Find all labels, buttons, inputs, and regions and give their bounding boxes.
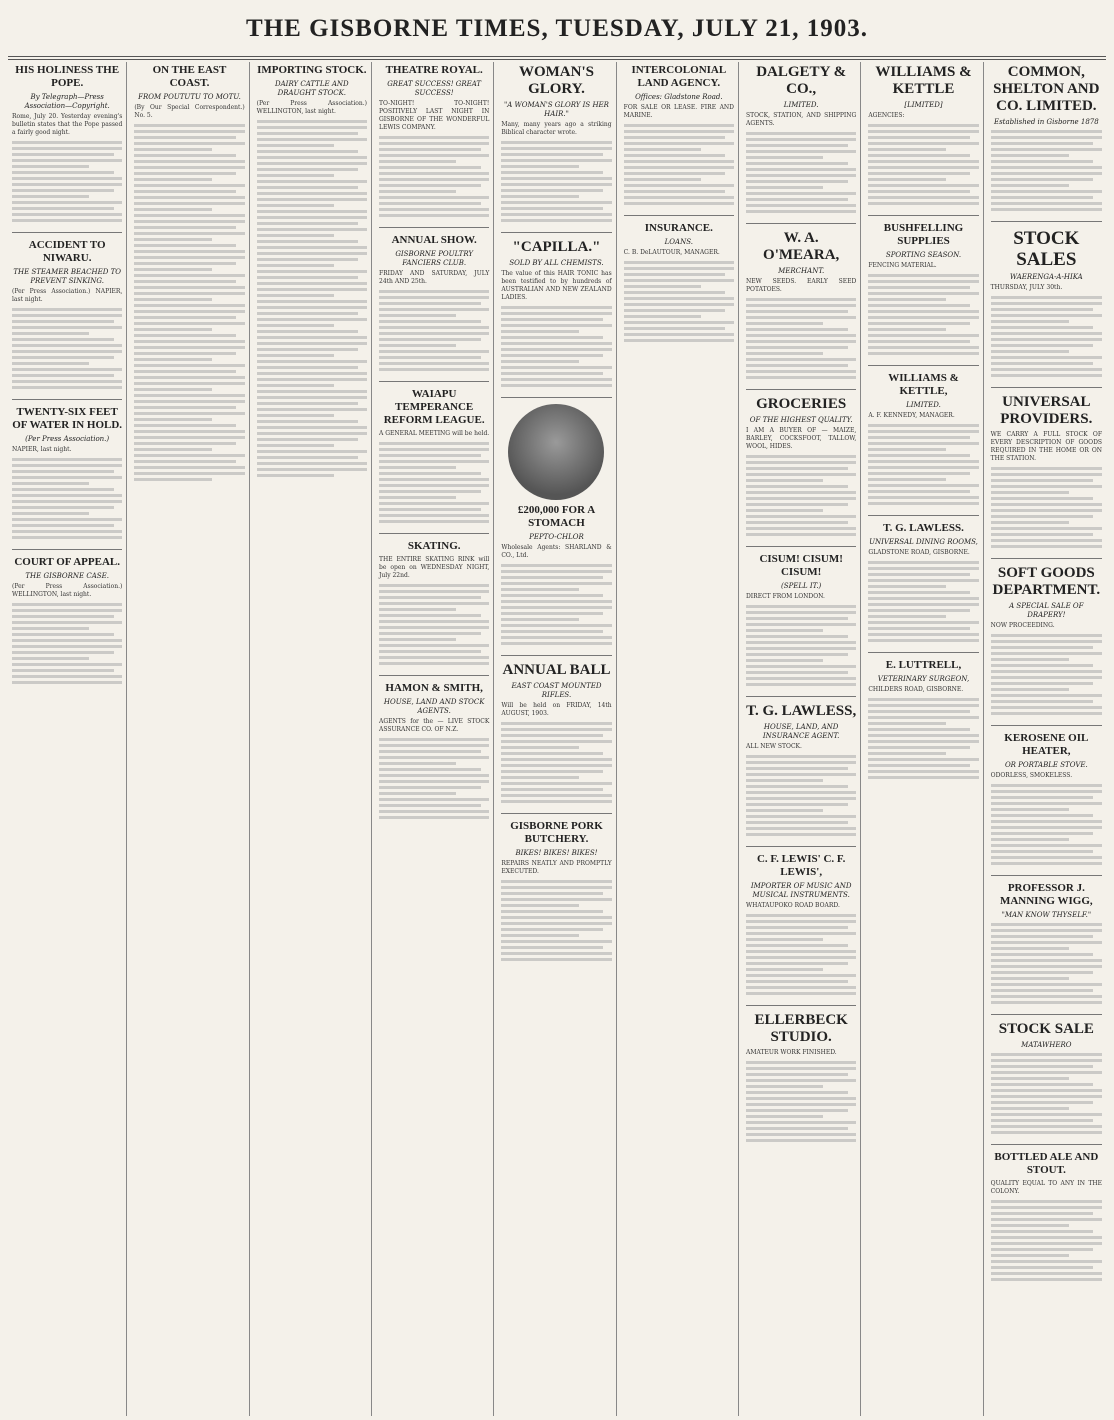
body-text-lines [746,755,856,836]
column-6 [620,62,739,1416]
section-divider [746,223,856,224]
article-subhead: OR PORTABLE STOVE. [1004,761,1088,769]
article-headline: COURT OF APPEAL. [14,556,120,568]
article [12,556,122,684]
article-headline: INTERCOLONIAL LAND AGENCY. [631,64,727,89]
article [991,1151,1102,1281]
article-headline: STOCK SALE [998,1021,1094,1037]
article-subhead: "A WOMAN'S GLORY IS HER HAIR." [504,101,609,118]
section-divider [991,1014,1102,1015]
article-body: TO-NIGHT! TO-NIGHT! POSITIVELY LAST NIGHT IN GISBORNE OF THE WONDERFUL LEWIS COMPANY. [379,100,490,131]
article [991,394,1102,548]
article [868,372,978,505]
body-text-lines [746,1061,856,1142]
body-text-lines [991,923,1102,1004]
article-body: FOR SALE OR LEASE. FIRE AND MARINE. [623,104,734,119]
article-headline: ELLERBECK STUDIO. [754,1012,848,1045]
section-divider [868,215,978,216]
body-text-lines [12,458,122,539]
article-headline: £200,000 FOR A STOMACH [517,504,596,529]
article-headline: INSURANCE. [644,222,713,234]
article-headline: SKATING. [407,540,461,552]
article-headline: "CAPILLA." [512,239,601,255]
body-text-lines [746,132,856,213]
body-text-lines [991,634,1102,715]
article-body: AGENTS for the — LIVE STOCK ASSURANCE CO. OF N.Z. [379,718,490,733]
article [746,64,856,213]
article-headline: GROCERIES [756,396,847,412]
article-body: WE CARRY A FULL STOCK OF EVERY DESCRIPTION OF GOODS REQUIRED IN THE HOME OR ON THE STATION. [990,431,1102,462]
article-headline: T. G. LAWLESS. [883,522,964,534]
article [746,230,856,379]
article-body: AMATEUR WORK FINISHED. [746,1049,837,1056]
article [134,64,244,481]
column-5 [497,62,616,1416]
body-text-lines [746,455,856,536]
article [379,540,489,665]
article-subhead: LIMITED. [783,101,819,109]
article-subhead: GREAT SUCCESS! GREAT SUCCESS! [387,80,482,97]
article-subhead: THE GISBORNE CASE. [25,572,109,580]
article-headline: HIS HOLINESS THE POPE. [15,64,120,89]
article-body: THURSDAY, JULY 30th. [990,284,1063,291]
body-text-lines [746,914,856,995]
article-headline: WILLIAMS & KETTLE [875,64,972,97]
article-subhead: THE STEAMER BEACHED TO PREVENT SINKING. [13,268,121,285]
body-text-lines [868,124,978,205]
body-text-lines [991,1053,1102,1134]
body-text-lines [868,698,978,779]
article-subhead: UNIVERSAL DINING ROOMS, [869,538,978,546]
section-divider [501,397,611,398]
article [868,64,978,205]
section-divider [991,221,1102,222]
article-subhead: FROM POUTUTU TO MOTU. [138,93,241,101]
article-subhead: IMPORTER OF MUSIC AND MUSICAL INSTRUMENTS. [750,882,852,899]
article-body: FENCING MATERIAL. [868,262,937,269]
article-body: The value of this HAIR TONIC has been testified to by hundreds of AUSTRALIAN AND NEW ZEALAND LADIES. [501,270,612,301]
section-divider [868,652,978,653]
article [991,565,1102,715]
portrait-illustration [508,404,604,500]
body-text-lines [379,290,489,371]
article-headline: ANNUAL BALL [502,662,611,678]
article-headline: WOMAN'S GLORY. [518,64,594,97]
section-divider [12,549,122,550]
body-text-lines [12,603,122,684]
body-text-lines [379,738,489,819]
section-divider [991,558,1102,559]
article-subhead: EAST COAST MOUNTED RIFLES. [511,682,602,699]
section-divider [12,232,122,233]
article-body: CHILDERS ROAD, GISBORNE. [868,686,964,693]
section-divider [746,696,856,697]
article [624,222,734,342]
body-text-lines [12,141,122,222]
article-headline: BUSHFELLING SUPPLIES [883,222,964,247]
article-body: Rome, July 20. Yesterday evening's bulletin states that the Pope passed a fairly good night. [12,113,123,136]
article [379,234,489,371]
body-text-lines [379,442,489,523]
masthead-rule-lower [8,59,1106,60]
body-text-lines [746,298,856,379]
body-text-lines [991,467,1102,548]
article [746,1012,856,1142]
article-headline: WAIAPU TEMPERANCE REFORM LEAGUE. [383,388,485,426]
article-body: Many, many years ago a striking Biblical character wrote. [501,121,612,136]
body-text-lines [501,564,611,645]
masthead [0,0,1114,58]
body-text-lines [379,136,489,217]
article-headline: THEATRE ROYAL. [385,64,483,76]
article [991,882,1102,1004]
article [501,64,611,222]
column-9 [987,62,1106,1416]
article-body: REPAIRS NEATLY AND PROMPTLY EXECUTED. [501,860,612,875]
section-divider [501,813,611,814]
article-headline: KEROSENE OIL HEATER, [1004,732,1089,757]
article-subhead: HOUSE, LAND AND STOCK AGENTS. [383,698,485,715]
article-body: AGENCIES: [868,112,905,119]
article-headline: BOTTLED ALE AND STOUT. [994,1151,1099,1176]
article [746,703,856,836]
section-divider [746,389,856,390]
article-headline: E. LUTTRELL, [885,659,962,671]
article-subhead: Established in Gisborne 1878 [993,118,1099,126]
section-divider [746,546,856,547]
article-headline: ON THE EAST COAST. [152,64,227,89]
article-subhead: DAIRY CATTLE AND DRAUGHT STOCK. [275,80,349,97]
article [12,239,122,389]
article-body: NOW PROCEEDING. [990,622,1055,629]
section-divider [624,215,734,216]
article-body: (Per Press Association.) WELLINGTON, last night. [256,100,367,115]
body-text-lines [868,424,978,505]
article-subhead: (SPELL IT.) [781,582,822,590]
article-subhead: PEPTO-CHLOR [529,533,584,541]
article-body: NEW SEEDS. EARLY SEED POTATOES. [746,278,857,293]
section-divider [12,399,122,400]
article-headline: UNIVERSAL PROVIDERS. [1000,394,1093,427]
article [991,64,1102,211]
article-headline: DALGETY & CO., [756,64,847,97]
masthead-title: THE GISBORNE TIMES, TUESDAY, JULY 21, 1903. [246,15,868,42]
article [379,64,489,217]
article [501,239,611,387]
article-subhead: SOLD BY ALL CHEMISTS. [509,259,604,267]
column-2 [130,62,249,1416]
article [746,396,856,536]
body-text-lines [624,261,734,342]
article-headline: GISBORNE PORK BUTCHERY. [510,820,603,845]
body-text-lines [134,124,244,481]
article-headline: TWENTY-SIX FEET OF WATER IN HOLD. [12,406,123,431]
body-text-lines [868,274,978,355]
article [12,64,122,222]
article [991,732,1102,865]
body-text-lines [501,722,611,803]
section-divider [379,675,489,676]
article-body: ALL NEW STOCK. [746,743,802,750]
article-subhead: OF THE HIGHEST QUALITY. [749,416,853,424]
article-headline: C. F. LEWIS' C. F. LEWIS', [756,853,846,878]
article [379,388,489,523]
article-subhead: Offices: Gladstone Road. [635,93,723,101]
column-7 [742,62,861,1416]
article-body: ODORLESS, SMOKELESS. [990,772,1073,779]
article-subhead: MERCHANT. [778,267,825,275]
article-body: DIRECT FROM LONDON. [746,593,825,600]
article [868,222,978,355]
article-subhead: SPORTING SEASON. [885,251,962,259]
article [991,228,1102,377]
article-headline: STOCK SALES [1013,228,1080,270]
article-subhead: BIKES! BIKES! BIKES! [515,849,598,857]
body-text-lines [501,880,611,961]
article-headline: PROFESSOR J. MANNING WIGG, [999,882,1093,907]
article-headline: WILLIAMS & KETTLE, [888,372,959,397]
article-body: STOCK, STATION, AND SHIPPING AGENTS. [746,112,857,127]
article-subhead: VETERINARY SURGEON, [877,675,970,683]
body-text-lines [379,584,489,665]
body-text-lines [624,124,734,205]
article-body: QUALITY EQUAL TO ANY IN THE COLONY. [990,1180,1102,1195]
article-body: THE ENTIRE SKATING RINK will be open on WEDNESDAY NIGHT, July 22nd. [379,556,490,579]
article-headline: ACCIDENT TO NIWARU. [28,239,106,264]
section-divider [501,232,611,233]
article-headline: ANNUAL SHOW. [391,234,477,246]
section-divider [379,227,489,228]
section-divider [991,725,1102,726]
article-body: GLADSTONE ROAD, GISBORNE. [868,549,970,556]
body-text-lines [746,605,856,686]
column-4 [375,62,494,1416]
body-text-lines [501,141,611,222]
article-body: A. F. KENNEDY, MANAGER. [868,412,955,419]
article-body: A GENERAL MEETING will be held. [379,430,490,437]
article-body: (By Our Special Correspondent.) No. 5. [134,104,245,119]
section-divider [379,533,489,534]
article-headline: SOFT GOODS DEPARTMENT. [992,565,1101,598]
column-1 [8,62,127,1416]
column-3 [253,62,372,1416]
body-text-lines [257,120,367,477]
article-subhead: [LIMITED] [904,101,943,109]
article [501,820,611,961]
article [746,853,856,995]
section-divider [991,1144,1102,1145]
article-body: FRIDAY AND SATURDAY, JULY 24th AND 25th. [379,270,490,285]
article-subhead: HOUSE, LAND, AND INSURANCE AGENT. [762,723,840,740]
article-subhead: WAERENGA-A-HIKA [1009,273,1083,281]
section-divider [501,655,611,656]
article-headline: T. G. LAWLESS, [746,703,857,719]
article [868,522,978,642]
columns-container [8,62,1106,1416]
article [501,662,611,803]
article-body: C. B. DeLAUTOUR, MANAGER. [623,249,720,256]
body-text-lines [991,296,1102,377]
article-subhead: A SPECIAL SALE OF DRAPERY! [1009,602,1084,619]
body-text-lines [991,784,1102,865]
section-divider [868,515,978,516]
article-headline: W. A. O'MEARA, [763,230,840,263]
article [379,682,489,819]
article-subhead: (Per Press Association.) [25,435,110,443]
article-body: (Per Press Association.) WELLINGTON, last night. [12,583,123,598]
article-headline: IMPORTING STOCK. [257,64,367,76]
article-subhead: By Telegraph—Press Association—Copyright. [24,93,110,110]
section-divider [991,387,1102,388]
article [991,1021,1102,1134]
article-headline: CISUM! CISUM! CISUM! [759,553,843,578]
article [624,64,734,205]
article-body: NAPIER, last night. [12,446,72,453]
article-body: Will be held on FRIDAY, 14th AUGUST, 1903. [501,702,612,717]
section-divider [379,381,489,382]
article [868,659,978,779]
body-text-lines [868,561,978,642]
column-8 [864,62,983,1416]
article-subhead: LIMITED. [906,401,941,409]
section-divider [746,846,856,847]
article-body: I AM A BUYER OF — MAIZE, BARLEY, COCKSFOOT, TALLOW, WOOL, HIDES. [746,427,857,450]
article [746,553,856,686]
article-subhead: GISBORNE POULTRY FANCIERS CLUB. [395,250,473,267]
article-subhead: LOANS. [664,238,693,246]
body-text-lines [501,306,611,387]
article-subhead: MATAWHERO [1021,1041,1072,1049]
article [257,64,367,477]
article-subhead: "MAN KNOW THYSELF." [1001,911,1092,919]
body-text-lines [991,1200,1102,1281]
article-body: (Per Press Association.) NAPIER, last night. [12,288,123,303]
article-body: WHATAUPOKO ROAD BOARD. [746,902,840,909]
section-divider [746,1005,856,1006]
article-body: Wholesale Agents: SHARLAND & CO., Ltd. [501,544,612,559]
masthead-rule [8,56,1106,57]
section-divider [991,875,1102,876]
article-headline: COMMON, SHELTON AND CO. LIMITED. [993,64,1100,114]
body-text-lines [12,308,122,389]
article-headline: HAMON & SMITH, [385,682,483,694]
body-text-lines [991,130,1102,211]
section-divider [868,365,978,366]
article [501,404,611,645]
article [12,406,122,539]
